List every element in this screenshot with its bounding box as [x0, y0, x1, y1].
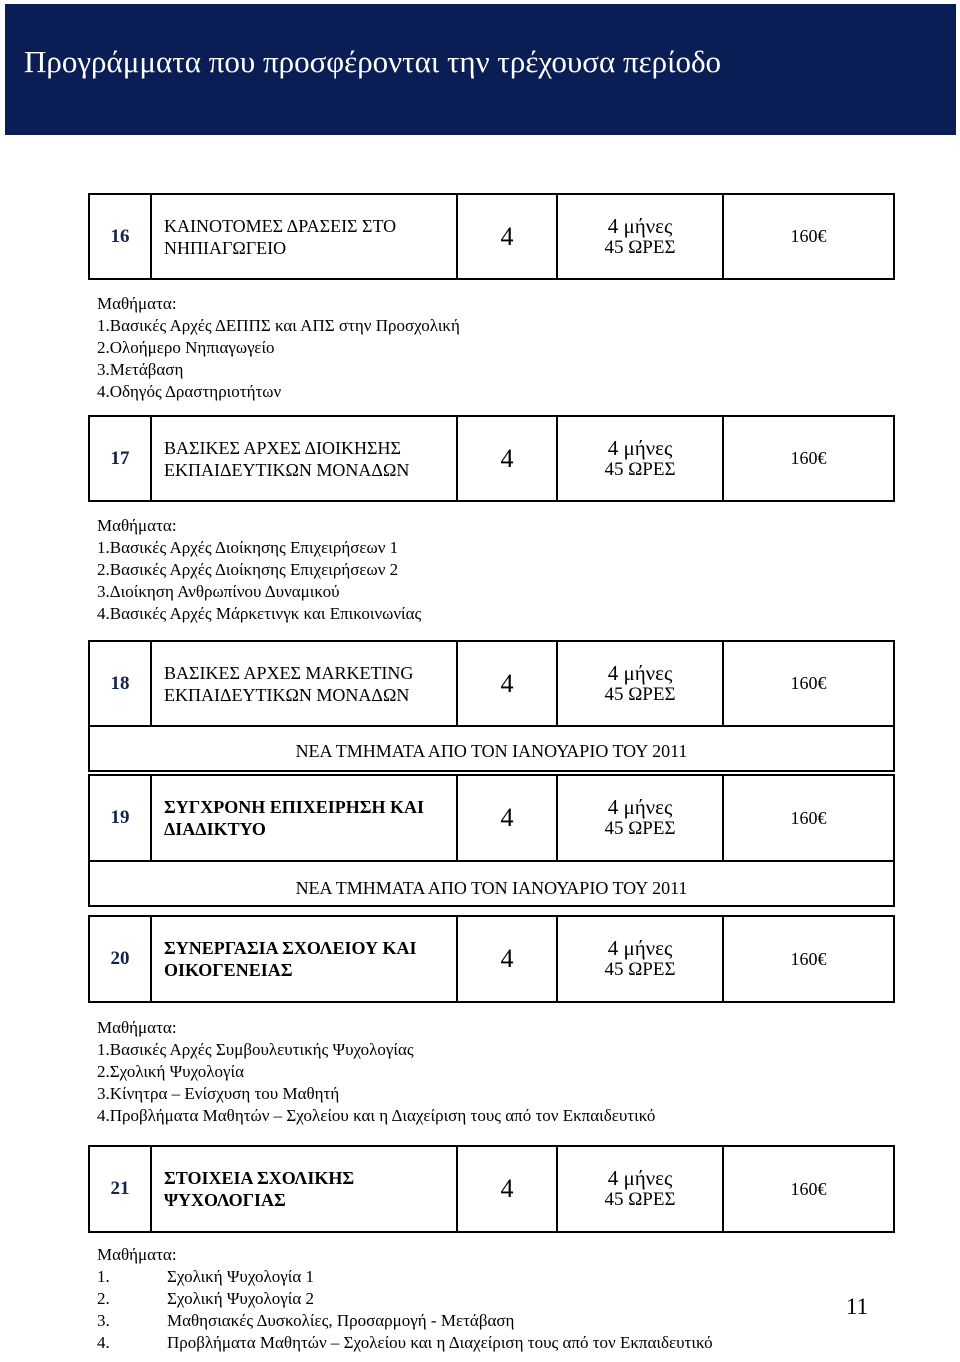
lessons-list-20: [97, 1017, 655, 1127]
program-name: ΣΤΟΙΧΕΙΑ ΣΧΟΛΙΚΗΣ ΨΥΧΟΛΟΓΙΑΣ: [151, 1146, 457, 1232]
new-classes-notice: ΝΕΑ ΤΜΗΜΑΤΑ ΑΠΟ ΤΟΝ ΙΑΝΟΥΑΡΙΟ ΤΟΥ 2011: [295, 741, 688, 761]
list-item: 4.Προβλήματα Μαθητών – Σχολείου και η Διαχείριση τους από τον Εκπαιδευτικό: [97, 1106, 656, 1125]
program-lessons-count: 4: [457, 775, 557, 861]
program-number: 21: [89, 1146, 151, 1232]
program-name: ΚΑΙΝΟΤΟΜΕΣ ΔΡΑΣΕΙΣ ΣΤΟ ΝΗΠΙΑΓΩΓΕΙΟ: [151, 194, 457, 279]
list-item: 3. Μαθησιακές Δυσκολίες, Προσαρμογή - Μετάβαση: [97, 1311, 515, 1330]
lessons-label: Μαθήματα:: [97, 1245, 177, 1264]
list-item: 2.Σχολική Ψυχολογία: [97, 1062, 244, 1081]
program-duration: 4 μήνες 45 ΩΡΕΣ: [557, 775, 723, 861]
program-duration: 4 μήνες 45 ΩΡΕΣ: [557, 641, 723, 726]
program-row-21: [88, 1145, 895, 1233]
program-row-20: [88, 915, 895, 1003]
list-item: 4.Οδηγός Δραστηριοτήτων: [97, 382, 282, 401]
program-number: 20: [89, 916, 151, 1002]
program-lessons-count: 4: [457, 641, 557, 726]
page-title: Προγράμματα που προσφέρονται την τρέχουσα περίοδο: [24, 44, 722, 79]
list-item: 2.Ολοήμερο Νηπιαγωγείο: [97, 338, 275, 357]
list-item: 3.Διοίκηση Ανθρωπίνου Δυναμικού: [97, 582, 340, 601]
list-item: 1. Σχολική Ψυχολογία 1: [97, 1267, 314, 1286]
program-price: 160€: [723, 775, 894, 861]
program-number: 19: [89, 775, 151, 861]
program-row-18: [88, 640, 895, 727]
program-lessons-count: 4: [457, 916, 557, 1002]
lessons-label: Μαθήματα:: [97, 1018, 177, 1037]
program-name: ΒΑΣΙΚΕΣ ΑΡΧΕΣ ΔΙΟΙΚΗΣΗΣ ΕΚΠΑΙΔΕΥΤΙΚΩΝ ΜΟΝΑΔΩΝ: [151, 416, 457, 501]
program-duration: 4 μήνες 45 ΩΡΕΣ: [557, 416, 723, 501]
header-banner: [5, 4, 956, 135]
program-lessons-count: 4: [457, 1146, 557, 1232]
list-item: 1.Βασικές Αρχές Συμβουλευτικής Ψυχολογίας: [97, 1040, 414, 1059]
list-item: 1.Βασικές Αρχές Διοίκησης Επιχειρήσεων 1: [97, 538, 399, 557]
lessons-list-21: [97, 1244, 713, 1354]
program-row-17: [88, 415, 895, 502]
list-item: 2.Βασικές Αρχές Διοίκησης Επιχειρήσεων 2: [97, 560, 399, 579]
list-item: 3.Κίνητρα – Ενίσχυση του Μαθητή: [97, 1084, 340, 1103]
new-classes-notice: ΝΕΑ ΤΜΗΜΑΤΑ ΑΠΟ ΤΟΝ ΙΑΝΟΥΑΡΙΟ ΤΟΥ 2011: [295, 878, 688, 898]
list-item: 4. Προβλήματα Μαθητών – Σχολείου και η Διαχείριση τους από τον Εκπαιδευτικό: [97, 1333, 713, 1352]
program-number: 17: [89, 416, 151, 501]
program-name: ΣΥΓΧΡΟΝΗ ΕΠΙΧΕΙΡΗΣΗ ΚΑΙ ΔΙΑΔΙΚΤΥΟ: [151, 775, 457, 861]
program-name: ΣΥΝΕΡΓΑΣΙΑ ΣΧΟΛΕΙΟΥ ΚΑΙ ΟΙΚΟΓΕΝΕΙΑΣ: [151, 916, 457, 1002]
program-row-16: [88, 193, 895, 280]
list-item: 2. Σχολική Ψυχολογία 2: [97, 1289, 314, 1308]
page-number: 11: [846, 1294, 869, 1319]
program-price: 160€: [723, 194, 894, 279]
program-duration: 4 μήνες 45 ΩΡΕΣ: [557, 194, 723, 279]
program-duration: 4 μήνες 45 ΩΡΕΣ: [557, 916, 723, 1002]
program-price: 160€: [723, 416, 894, 501]
program-price: 160€: [723, 641, 894, 726]
program-row-19: [88, 774, 895, 862]
lessons-label: Μαθήματα:: [97, 294, 177, 313]
lessons-list-16: [97, 293, 460, 403]
program-name: ΒΑΣΙΚΕΣ ΑΡΧΕΣ MARKETING ΕΚΠΑΙΔΕΥΤΙΚΩΝ ΜΟΝΑΔΩΝ: [151, 641, 457, 726]
program-lessons-count: 4: [457, 194, 557, 279]
list-item: 1.Βασικές Αρχές ΔΕΠΠΣ και ΑΠΣ στην Προσχολική: [97, 316, 460, 335]
lessons-label: Μαθήματα:: [97, 516, 177, 535]
program-lessons-count: 4: [457, 416, 557, 501]
program-number: 16: [89, 194, 151, 279]
list-item: 3.Μετάβαση: [97, 360, 184, 379]
program-price: 160€: [723, 1146, 894, 1232]
lessons-list-17: [97, 515, 421, 625]
program-number: 18: [89, 641, 151, 726]
program-price: 160€: [723, 916, 894, 1002]
list-item: 4.Βασικές Αρχές Μάρκετινγκ και Επικοινωνίας: [97, 604, 422, 623]
program-duration: 4 μήνες 45 ΩΡΕΣ: [557, 1146, 723, 1232]
